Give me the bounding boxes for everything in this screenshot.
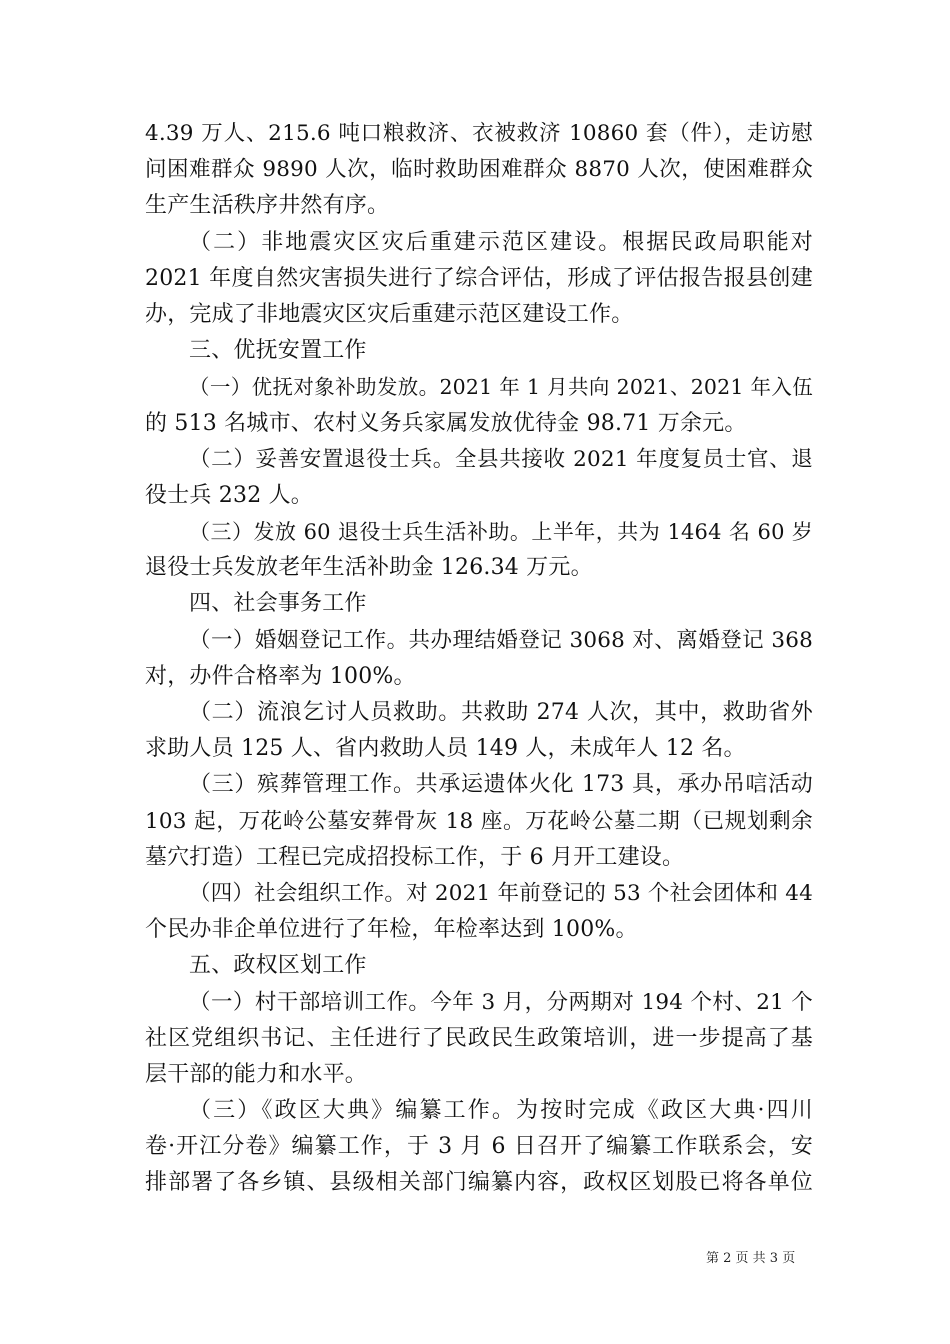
text-line-6: 办，完成了非地震灾区灾后重建示范区建设工作。 — [145, 301, 634, 327]
text-line-2: 问困难群众 9890 人次，临时救助困难群众 8870 人次，使困难群众 — [145, 157, 813, 183]
text-line-28: （三）《政区大典》编纂工作。为按时完成《政区大典·四川 — [189, 1098, 813, 1124]
text-line-10: （二）妥善安置退役士兵。全县共接收 2021 年度复员士官、退 — [189, 446, 813, 472]
text-line-8: （一）优抚对象补助发放。2021 年 1 月共向 2021、2021 年入伍 — [189, 375, 813, 400]
text-line-16: 对，办件合格率为 100%。 — [145, 663, 416, 689]
text-line-4: （二）非地震灾区灾后重建示范区建设。根据民政局职能对 — [189, 229, 813, 255]
text-line-13: 退役士兵发放老年生活补助金 126.34 万元。 — [145, 555, 593, 581]
text-line-30: 排部署了各乡镇、县级相关部门编纂内容，政权区划股已将各单位 — [145, 1170, 813, 1196]
text-line-9: 的 513 名城市、农村义务兵家属发放优待金 98.71 万余元。 — [145, 410, 747, 436]
text-line-19: （三）殡葬管理工作。共承运遗体火化 173 具，承办吊唁活动 — [189, 772, 813, 798]
text-line-12: （三）发放 60 退役士兵生活补助。上半年，共为 1464 名 60 岁 — [189, 520, 813, 545]
text-line-17: （二）流浪乞讨人员救助。共救助 274 人次，其中，救助省外 — [189, 700, 813, 725]
section-heading-5: 五、政权区划工作 — [189, 953, 367, 979]
text-line-15: （一）婚姻登记工作。共办理结婚登记 3068 对、离婚登记 368 — [189, 627, 813, 653]
page-number: 第 2 页 共 3 页 — [706, 1251, 796, 1266]
section-heading-4: 四、社会事务工作 — [189, 591, 367, 617]
text-line-29: 卷·开江分卷》编纂工作，于 3 月 6 日召开了编纂工作联系会，安 — [145, 1134, 813, 1160]
text-line-22: （四）社会组织工作。对 2021 年前登记的 53 个社会团体和 44 — [189, 880, 813, 906]
section-heading-3: 三、优抚安置工作 — [189, 338, 367, 364]
text-line-26: 社区党组织书记、主任进行了民政民生政策培训，进一步提高了基 — [145, 1025, 813, 1051]
text-line-21: 墓穴打造）工程已完成招投标工作，于 6 月开工建设。 — [145, 844, 685, 870]
text-line-1: 4.39 万人、215.6 吨口粮救济、衣被救济 10860 套（件），走访慰 — [145, 121, 813, 146]
text-line-11: 役士兵 232 人。 — [145, 482, 313, 508]
text-line-3: 生产生活秩序井然有序。 — [145, 193, 390, 219]
document-body — [145, 116, 813, 1202]
text-line-25: （一）村干部培训工作。今年 3 月，分两期对 194 个村、21 个 — [189, 989, 813, 1015]
text-line-18: 求助人员 125 人、省内救助人员 149 人，未成年人 12 名。 — [145, 736, 746, 762]
text-line-5: 2021 年度自然灾害损失进行了综合评估，形成了评估报告报县创建 — [145, 265, 813, 291]
text-line-27: 层干部的能力和水平。 — [145, 1061, 368, 1087]
text-line-23: 个民办非企单位进行了年检，年检率达到 100%。 — [145, 917, 638, 943]
text-line-20: 103 起，万花岭公墓安葬骨灰 18 座。万花岭公墓二期（已规划剩余 — [145, 808, 813, 834]
